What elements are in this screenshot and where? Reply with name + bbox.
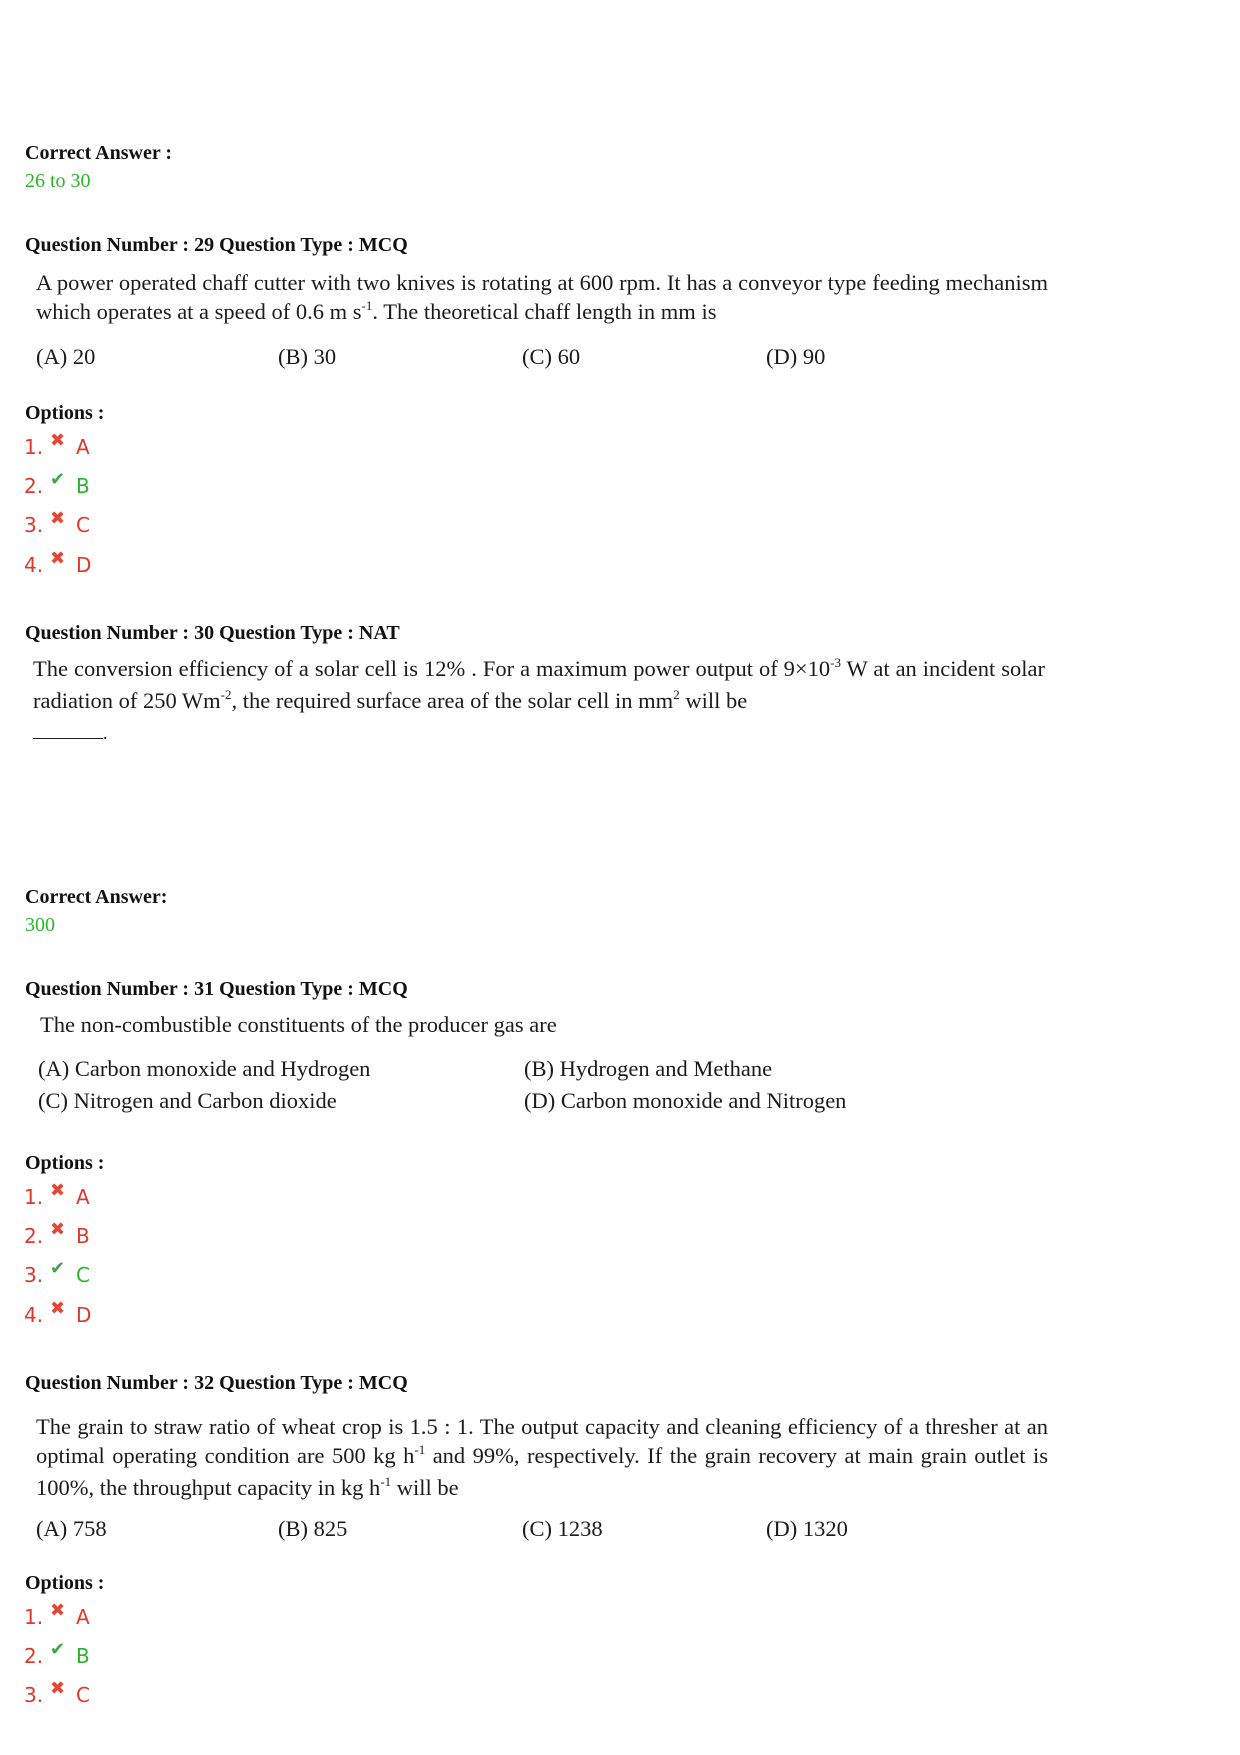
question-text-29: A power operated chaff cutter with two knives is rotating at 600 rpm. It has a conveyor type feeding mechanism which operates at a speed of 0.6 m $s^{-1}$. The theoretical chaff length in mm is [36, 270, 1048, 324]
option-letter: C [76, 513, 90, 537]
options-label-32: Options : [25, 1572, 105, 1594]
cross-icon: ✖ [50, 548, 66, 569]
option-row [24, 432, 96, 462]
option-number: 3. [24, 1683, 44, 1707]
choice-d: (D) 90 [766, 344, 826, 369]
option-letter: A [76, 1185, 90, 1209]
question-header-31: Question Number : 31 Question Type : MCQ [25, 978, 408, 1000]
option-letter: B [76, 1224, 90, 1248]
option-letter: A [76, 435, 90, 459]
choice-d: (D) 1320 [766, 1516, 848, 1541]
question-text-30: The conversion efficiency of a solar cell is 12% . For a maximum power output of $9\times 10^{-3}$ W at an incident solar radiation of 250 $Wm^{-2}$, the required surface area of the solar cell in $mm^2$ will be [33, 655, 1045, 713]
option-number: 3. [24, 513, 44, 537]
option-number: 1. [24, 1605, 44, 1629]
cross-icon: ✖ [50, 1298, 66, 1319]
option-letter: B [76, 474, 90, 498]
option-row [24, 1641, 96, 1671]
choice-a: (A) 20 [36, 344, 96, 369]
question-header-29: Question Number : 29 Question Type : MCQ [25, 234, 408, 256]
option-number: 1. [24, 1185, 44, 1209]
option-letter: A [76, 1605, 90, 1629]
cross-icon: ✖ [50, 1219, 66, 1240]
question-text-32: The grain to straw ratio of wheat crop is 1.5 : 1. The output capacity and cleaning efficiency of a thresher at an optimal operating condition are 500 kg $h^{-1}$ and 99%, respectively. If the grain recovery at main grain outlet is 100%, the throughput capacity in kg $h^{-1}$ will be [36, 1414, 1048, 1500]
option-number: 2. [24, 1224, 44, 1248]
option-row [24, 550, 96, 580]
option-row [24, 1602, 96, 1632]
question-header-32: Question Number : 32 Question Type : MCQ [25, 1372, 408, 1394]
question-header-30: Question Number : 30 Question Type : NAT [25, 622, 400, 644]
option-letter: C [76, 1263, 90, 1287]
option-row [24, 510, 96, 540]
choice-a: (A) Carbon monoxide and Hydrogen [38, 1056, 371, 1081]
option-number: 1. [24, 435, 44, 459]
correct-answer-label: Correct Answer : [25, 142, 172, 164]
option-row [24, 1182, 96, 1212]
option-letter: B [76, 1644, 90, 1668]
options-label-31: Options : [25, 1152, 105, 1174]
option-number: 4. [24, 1303, 44, 1327]
choice-b: (B) 825 [278, 1516, 348, 1541]
choice-c: (C) 1238 [522, 1516, 603, 1541]
cross-icon: ✖ [50, 1600, 66, 1621]
option-letter: D [76, 1303, 92, 1327]
correct-answer-value: 26 to 30 [25, 170, 91, 192]
option-number: 2. [24, 474, 44, 498]
option-number: 2. [24, 1644, 44, 1668]
choice-c: (C) Nitrogen and Carbon dioxide [38, 1088, 337, 1113]
correct-answer-value: 300 [25, 914, 55, 936]
option-row [24, 1680, 96, 1710]
option-letter: C [76, 1683, 90, 1707]
option-letter: D [76, 553, 92, 577]
cross-icon: ✖ [50, 1180, 66, 1201]
option-row [24, 1221, 96, 1251]
correct-answer-label: Correct Answer: [25, 886, 168, 908]
option-row [24, 471, 96, 501]
choice-b: (B) Hydrogen and Methane [524, 1056, 773, 1081]
choice-b: (B) 30 [278, 344, 337, 369]
cross-icon: ✖ [50, 1678, 66, 1699]
cross-icon: ✖ [50, 508, 66, 529]
cross-icon: ✖ [50, 430, 66, 451]
check-icon: ✔ [50, 1258, 66, 1279]
question-text-31: The non-combustible constituents of the producer gas are [40, 1012, 557, 1037]
option-number: 3. [24, 1263, 44, 1287]
answer-blank: . [33, 720, 108, 744]
option-row [24, 1300, 96, 1330]
choice-c: (C) 60 [522, 344, 581, 369]
option-row [24, 1260, 96, 1290]
choice-d: (D) Carbon monoxide and Nitrogen [524, 1088, 847, 1113]
check-icon: ✔ [50, 469, 66, 490]
check-icon: ✔ [50, 1639, 66, 1660]
option-number: 4. [24, 553, 44, 577]
options-label-29: Options : [25, 402, 105, 424]
choice-a: (A) 758 [36, 1516, 107, 1541]
